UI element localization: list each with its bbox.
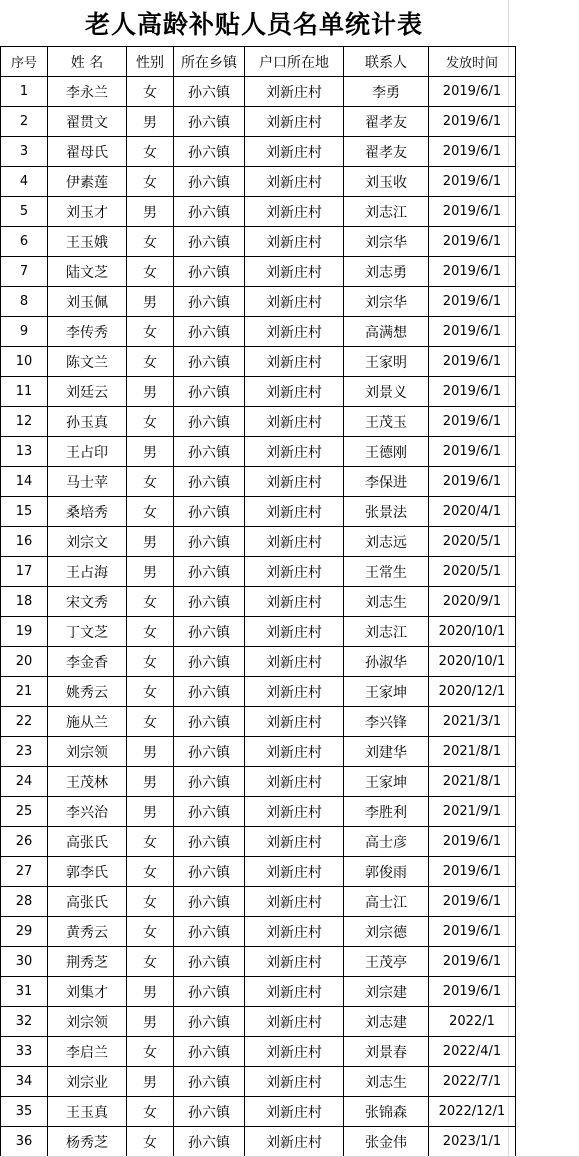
cell-name[interactable]: 陆文芝 [48,257,127,287]
table-row [1,287,516,317]
cell-contact[interactable]: 刘志建 [344,1007,429,1037]
cell-date[interactable]: 2020/4/1 [429,497,516,527]
cell-town[interactable]: 孙六镇 [174,527,245,557]
cell-sex[interactable]: 女 [127,497,174,527]
cell-date[interactable]: 2019/6/1 [429,317,516,347]
table-row [1,917,516,947]
cell-name[interactable]: 王占海 [48,557,127,587]
cell-town[interactable]: 孙六镇 [174,1067,245,1097]
cell-name[interactable]: 李兴治 [48,797,127,827]
cell-contact[interactable]: 刘宗华 [344,287,429,317]
cell-village[interactable]: 刘新庄村 [245,377,344,407]
cell-date[interactable]: 2019/6/1 [429,407,516,437]
cell-name[interactable]: 李传秀 [48,317,127,347]
table-row [1,737,516,767]
cell-name[interactable]: 宋文秀 [48,587,127,617]
table-row [1,1067,516,1097]
cell-name[interactable]: 荆秀芝 [48,947,127,977]
cell-name[interactable]: 黄秀云 [48,917,127,947]
cell-sex[interactable]: 女 [127,257,174,287]
cell-sex[interactable]: 女 [127,467,174,497]
cell-sex[interactable]: 女 [127,677,174,707]
cell-sex[interactable]: 女 [127,347,174,377]
cell-no[interactable]: 36 [1,1127,48,1157]
cell-village[interactable]: 刘新庄村 [245,707,344,737]
cell-village[interactable]: 刘新庄村 [245,797,344,827]
cell-town[interactable]: 孙六镇 [174,257,245,287]
cell-town[interactable]: 孙六镇 [174,167,245,197]
cell-contact[interactable]: 高士江 [344,887,429,917]
cell-village[interactable]: 刘新庄村 [245,167,344,197]
header-cell-contact[interactable]: 联系人 [344,47,429,77]
table-row [1,557,516,587]
cell-sex[interactable]: 男 [127,1007,174,1037]
cell-town[interactable]: 孙六镇 [174,947,245,977]
cell-town[interactable]: 孙六镇 [174,377,245,407]
cell-sex[interactable]: 女 [127,1037,174,1067]
cell-sex[interactable]: 女 [127,857,174,887]
cell-village[interactable]: 刘新庄村 [245,257,344,287]
cell-town[interactable]: 孙六镇 [174,1127,245,1157]
table-row [1,1007,516,1037]
cell-date[interactable]: 2019/6/1 [429,977,516,1007]
cell-contact[interactable]: 刘志生 [344,587,429,617]
table-row [1,407,516,437]
cell-sex[interactable]: 男 [127,287,174,317]
cell-contact[interactable]: 刘宗建 [344,977,429,1007]
cell-town[interactable]: 孙六镇 [174,977,245,1007]
cell-contact[interactable]: 刘宗德 [344,917,429,947]
cell-no[interactable]: 27 [1,857,48,887]
cell-contact[interactable]: 刘景义 [344,377,429,407]
cell-no[interactable]: 3 [1,137,48,167]
cell-sex[interactable]: 女 [127,917,174,947]
cell-no[interactable]: 13 [1,437,48,467]
cell-date[interactable]: 2019/6/1 [429,167,516,197]
table-row [1,527,516,557]
cell-date[interactable]: 2020/10/1 [429,647,516,677]
cell-no[interactable]: 20 [1,647,48,677]
table-row [1,137,516,167]
cell-no[interactable]: 2 [1,107,48,137]
cell-sex[interactable]: 女 [127,167,174,197]
cell-sex[interactable]: 女 [127,137,174,167]
cell-name[interactable]: 王玉真 [48,1097,127,1127]
cell-date[interactable]: 2020/9/1 [429,587,516,617]
cell-contact[interactable]: 刘志远 [344,527,429,557]
cell-contact[interactable]: 王家坤 [344,677,429,707]
cell-town[interactable]: 孙六镇 [174,737,245,767]
cell-village[interactable]: 刘新庄村 [245,77,344,107]
cell-date[interactable]: 2021/9/1 [429,797,516,827]
table-row [1,437,516,467]
cell-name[interactable]: 王占印 [48,437,127,467]
cell-sex[interactable]: 男 [127,767,174,797]
cell-no[interactable]: 22 [1,707,48,737]
cell-contact[interactable]: 高满想 [344,317,429,347]
cell-no[interactable]: 34 [1,1067,48,1097]
cell-sex[interactable]: 女 [127,317,174,347]
cell-contact[interactable]: 李胜利 [344,797,429,827]
cell-sex[interactable]: 男 [127,1067,174,1097]
header-cell-town[interactable]: 所在乡镇 [174,47,245,77]
cell-town[interactable]: 孙六镇 [174,887,245,917]
cell-date[interactable]: 2019/6/1 [429,857,516,887]
cell-name[interactable]: 高张氏 [48,887,127,917]
cell-contact[interactable]: 王家明 [344,347,429,377]
table-row [1,887,516,917]
cell-town[interactable]: 孙六镇 [174,137,245,167]
table-row [1,77,516,107]
cell-name[interactable]: 郭李氏 [48,857,127,887]
table-row [1,257,516,287]
cell-name[interactable]: 王茂林 [48,767,127,797]
cell-date[interactable]: 2020/5/1 [429,557,516,587]
cell-village[interactable]: 刘新庄村 [245,287,344,317]
cell-date[interactable]: 2019/6/1 [429,137,516,167]
cell-contact[interactable]: 刘志江 [344,617,429,647]
cell-no[interactable]: 35 [1,1097,48,1127]
cell-contact[interactable]: 刘志勇 [344,257,429,287]
table-row [1,377,516,407]
cell-contact[interactable]: 刘宗华 [344,227,429,257]
table-row [1,707,516,737]
cell-town[interactable]: 孙六镇 [174,467,245,497]
cell-contact[interactable]: 张锦森 [344,1097,429,1127]
cell-date[interactable]: 2020/12/1 [429,677,516,707]
cell-town[interactable]: 孙六镇 [174,437,245,467]
cell-contact[interactable]: 郭俊雨 [344,857,429,887]
table-row [1,197,516,227]
cell-sex[interactable]: 男 [127,197,174,227]
cell-sex[interactable]: 女 [127,887,174,917]
table-row [1,977,516,1007]
cell-town[interactable]: 孙六镇 [174,1037,245,1067]
cell-name[interactable]: 刘宗文 [48,527,127,557]
cell-town[interactable]: 孙六镇 [174,797,245,827]
roster-table [0,46,516,1157]
cell-village[interactable]: 刘新庄村 [245,887,344,917]
cell-name[interactable]: 施从兰 [48,707,127,737]
cell-sex[interactable]: 男 [127,557,174,587]
table-row [1,227,516,257]
cell-village[interactable]: 刘新庄村 [245,557,344,587]
cell-contact[interactable]: 张金伟 [344,1127,429,1157]
cell-no[interactable]: 16 [1,527,48,557]
cell-name[interactable]: 刘廷云 [48,377,127,407]
cell-village[interactable]: 刘新庄村 [245,857,344,887]
cell-date[interactable]: 2021/8/1 [429,737,516,767]
cell-town[interactable]: 孙六镇 [174,197,245,227]
cell-village[interactable]: 刘新庄村 [245,677,344,707]
cell-no[interactable]: 6 [1,227,48,257]
cell-village[interactable]: 刘新庄村 [245,587,344,617]
cell-no[interactable]: 7 [1,257,48,287]
cell-date[interactable]: 2019/6/1 [429,257,516,287]
cell-town[interactable]: 孙六镇 [174,347,245,377]
cell-name[interactable]: 刘宗领 [48,1007,127,1037]
cell-name[interactable]: 丁文芝 [48,617,127,647]
cell-date[interactable]: 2019/6/1 [429,437,516,467]
cell-sex[interactable]: 女 [127,77,174,107]
cell-date[interactable]: 2019/6/1 [429,77,516,107]
cell-no[interactable]: 8 [1,287,48,317]
cell-name[interactable]: 刘宗领 [48,737,127,767]
cell-date[interactable]: 2022/7/1 [429,1067,516,1097]
cell-name[interactable]: 翟母氏 [48,137,127,167]
cell-no[interactable]: 15 [1,497,48,527]
cell-village[interactable]: 刘新庄村 [245,647,344,677]
cell-contact[interactable]: 李勇 [344,77,429,107]
cell-sex[interactable]: 女 [127,947,174,977]
cell-no[interactable]: 26 [1,827,48,857]
cell-village[interactable]: 刘新庄村 [245,467,344,497]
cell-name[interactable]: 刘宗业 [48,1067,127,1097]
cell-sex[interactable]: 女 [127,407,174,437]
header-cell-date[interactable]: 发放时间 [429,47,516,77]
cell-village[interactable]: 刘新庄村 [245,1007,344,1037]
table-row [1,827,516,857]
table-row [1,1037,516,1067]
cell-town[interactable]: 孙六镇 [174,317,245,347]
cell-town[interactable]: 孙六镇 [174,1007,245,1037]
cell-no[interactable]: 23 [1,737,48,767]
cell-village[interactable]: 刘新庄村 [245,1097,344,1127]
cell-contact[interactable]: 王茂玉 [344,407,429,437]
cell-no[interactable]: 29 [1,917,48,947]
cell-date[interactable]: 2022/12/1 [429,1097,516,1127]
header-cell-village[interactable]: 户口所在地 [245,47,344,77]
cell-town[interactable]: 孙六镇 [174,287,245,317]
cell-no[interactable]: 12 [1,407,48,437]
cell-date[interactable]: 2019/6/1 [429,917,516,947]
table-row [1,167,516,197]
cell-date[interactable]: 2019/6/1 [429,347,516,377]
cell-town[interactable]: 孙六镇 [174,107,245,137]
table-row [1,767,516,797]
table-row [1,1097,516,1127]
cell-date[interactable]: 2019/6/1 [429,827,516,857]
table-row [1,857,516,887]
cell-sex[interactable]: 男 [127,797,174,827]
cell-town[interactable]: 孙六镇 [174,707,245,737]
cell-sex[interactable]: 男 [127,737,174,767]
cell-no[interactable]: 17 [1,557,48,587]
table-row [1,797,516,827]
cell-name[interactable]: 马士苹 [48,467,127,497]
header-cell-no[interactable]: 序号 [1,47,48,77]
cell-town[interactable]: 孙六镇 [174,587,245,617]
cell-date[interactable]: 2019/6/1 [429,887,516,917]
cell-village[interactable]: 刘新庄村 [245,407,344,437]
cell-contact[interactable]: 王常生 [344,557,429,587]
cell-village[interactable]: 刘新庄村 [245,347,344,377]
cell-name[interactable]: 高张氏 [48,827,127,857]
cell-town[interactable]: 孙六镇 [174,857,245,887]
cell-name[interactable]: 刘集才 [48,977,127,1007]
cell-village[interactable]: 刘新庄村 [245,947,344,977]
table-row [1,497,516,527]
cell-name[interactable]: 刘玉才 [48,197,127,227]
cell-contact[interactable]: 王家坤 [344,767,429,797]
table-row [1,617,516,647]
cell-contact[interactable]: 张景法 [344,497,429,527]
cell-town[interactable]: 孙六镇 [174,647,245,677]
cell-sex[interactable]: 女 [127,1097,174,1127]
cell-date[interactable]: 2022/4/1 [429,1037,516,1067]
cell-date[interactable]: 2021/3/1 [429,707,516,737]
header-row [1,47,516,77]
cell-village[interactable]: 刘新庄村 [245,527,344,557]
cell-sex[interactable]: 女 [127,647,174,677]
cell-no[interactable]: 24 [1,767,48,797]
cell-name[interactable]: 李金香 [48,647,127,677]
cell-name[interactable]: 翟贯文 [48,107,127,137]
cell-sex[interactable]: 男 [127,527,174,557]
cell-no[interactable]: 25 [1,797,48,827]
cell-village[interactable]: 刘新庄村 [245,767,344,797]
cell-sex[interactable]: 男 [127,107,174,137]
cell-town[interactable]: 孙六镇 [174,917,245,947]
table-row [1,107,516,137]
cell-name[interactable]: 杨秀芝 [48,1127,127,1157]
cell-contact[interactable]: 刘志生 [344,1067,429,1097]
cell-date[interactable]: 2022/1 [429,1007,516,1037]
cell-date[interactable]: 2019/6/1 [429,227,516,257]
cell-name[interactable]: 刘玉佩 [48,287,127,317]
cell-date[interactable]: 2019/6/1 [429,377,516,407]
cell-name[interactable]: 桑培秀 [48,497,127,527]
table-row [1,947,516,977]
cell-village[interactable]: 刘新庄村 [245,917,344,947]
cell-no[interactable]: 1 [1,77,48,107]
cell-date[interactable]: 2020/5/1 [429,527,516,557]
cell-village[interactable]: 刘新庄村 [245,827,344,857]
cell-contact[interactable]: 孙淑华 [344,647,429,677]
cell-town[interactable]: 孙六镇 [174,827,245,857]
cell-sex[interactable]: 男 [127,377,174,407]
cell-sex[interactable]: 女 [127,587,174,617]
table-row [1,587,516,617]
page-title: 老人高龄补贴人员名单统计表 [84,10,423,39]
cell-sex[interactable]: 女 [127,227,174,257]
cell-no[interactable]: 14 [1,467,48,497]
cell-no[interactable]: 30 [1,947,48,977]
cell-contact[interactable]: 李保进 [344,467,429,497]
cell-date[interactable]: 2020/10/1 [429,617,516,647]
cell-no[interactable]: 4 [1,167,48,197]
cell-date[interactable]: 2019/6/1 [429,947,516,977]
cell-sex[interactable]: 男 [127,437,174,467]
cell-town[interactable]: 孙六镇 [174,77,245,107]
cell-name[interactable]: 陈文兰 [48,347,127,377]
cell-sex[interactable]: 女 [127,707,174,737]
header-cell-sex[interactable]: 性别 [127,47,174,77]
cell-village[interactable]: 刘新庄村 [245,437,344,467]
cell-no[interactable]: 33 [1,1037,48,1067]
header-cell-name[interactable]: 姓 名 [48,47,127,77]
cell-name[interactable]: 伊素莲 [48,167,127,197]
cell-town[interactable]: 孙六镇 [174,677,245,707]
cell-contact[interactable]: 刘志江 [344,197,429,227]
cell-town[interactable]: 孙六镇 [174,557,245,587]
table-row [1,317,516,347]
cell-no[interactable]: 19 [1,617,48,647]
cell-town[interactable]: 孙六镇 [174,227,245,257]
cell-no[interactable]: 10 [1,347,48,377]
cell-contact[interactable]: 刘建华 [344,737,429,767]
cell-no[interactable]: 21 [1,677,48,707]
cell-contact[interactable]: 刘景春 [344,1037,429,1067]
cell-name[interactable]: 姚秀云 [48,677,127,707]
cell-contact[interactable]: 刘玉收 [344,167,429,197]
table-row [1,1127,516,1157]
cell-contact[interactable]: 翟孝友 [344,107,429,137]
cell-name[interactable]: 王玉娥 [48,227,127,257]
cell-contact[interactable]: 翟孝友 [344,137,429,167]
cell-no[interactable]: 32 [1,1007,48,1037]
cell-contact[interactable]: 王茂亭 [344,947,429,977]
table-row [1,677,516,707]
cell-village[interactable]: 刘新庄村 [245,617,344,647]
cell-village[interactable]: 刘新庄村 [245,737,344,767]
cell-village[interactable]: 刘新庄村 [245,497,344,527]
cell-date[interactable]: 2023/1/1 [429,1127,516,1157]
cell-sex[interactable]: 女 [127,827,174,857]
cell-no[interactable]: 11 [1,377,48,407]
cell-date[interactable]: 2019/6/1 [429,467,516,497]
table-row [1,647,516,677]
cell-no[interactable]: 31 [1,977,48,1007]
cell-village[interactable]: 刘新庄村 [245,1037,344,1067]
cell-name[interactable]: 孙玉真 [48,407,127,437]
cell-sex[interactable]: 男 [127,977,174,1007]
cell-sex[interactable]: 女 [127,1127,174,1157]
cell-contact[interactable]: 王德刚 [344,437,429,467]
cell-village[interactable]: 刘新庄村 [245,1067,344,1097]
cell-contact[interactable]: 李兴锋 [344,707,429,737]
roster-body [1,77,516,1157]
cell-no[interactable]: 28 [1,887,48,917]
cell-town[interactable]: 孙六镇 [174,767,245,797]
cell-no[interactable]: 5 [1,197,48,227]
cell-town[interactable]: 孙六镇 [174,1097,245,1127]
cell-village[interactable]: 刘新庄村 [245,977,344,1007]
cell-no[interactable]: 9 [1,317,48,347]
cell-village[interactable]: 刘新庄村 [245,1127,344,1157]
cell-village[interactable]: 刘新庄村 [245,227,344,257]
table-row [1,347,516,377]
cell-town[interactable]: 孙六镇 [174,407,245,437]
cell-no[interactable]: 18 [1,587,48,617]
table-row [1,467,516,497]
cell-date[interactable]: 2019/6/1 [429,287,516,317]
cell-village[interactable]: 刘新庄村 [245,197,344,227]
cell-contact[interactable]: 高士彦 [344,827,429,857]
cell-village[interactable]: 刘新庄村 [245,107,344,137]
cell-date[interactable]: 2021/8/1 [429,767,516,797]
cell-date[interactable]: 2019/6/1 [429,197,516,227]
cell-name[interactable]: 李永兰 [48,77,127,107]
cell-village[interactable]: 刘新庄村 [245,137,344,167]
cell-date[interactable]: 2019/6/1 [429,107,516,137]
cell-town[interactable]: 孙六镇 [174,617,245,647]
cell-town[interactable]: 孙六镇 [174,497,245,527]
cell-sex[interactable]: 女 [127,617,174,647]
cell-village[interactable]: 刘新庄村 [245,317,344,347]
cell-name[interactable]: 李启兰 [48,1037,127,1067]
